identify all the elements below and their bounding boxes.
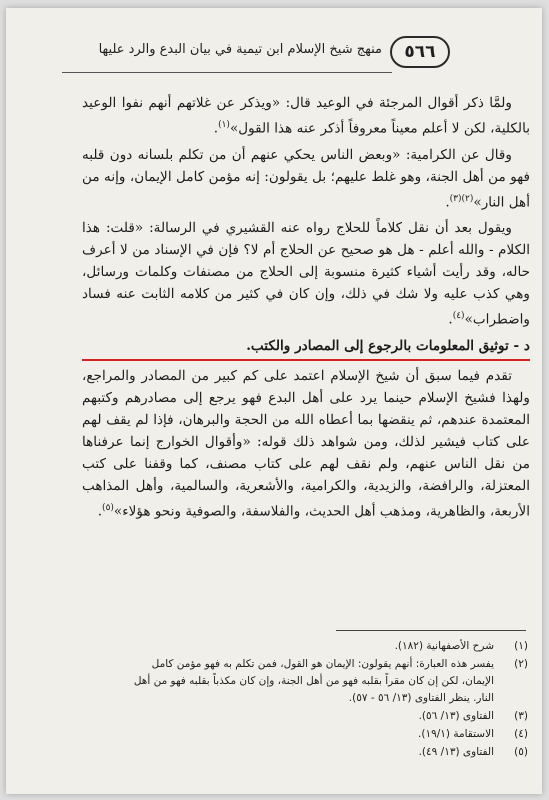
footnote-text [66,638,494,655]
footnote-divider [336,630,526,631]
footnote-text [66,744,494,761]
footnote-line: الفتاوى (١٣/ ٥٦). [418,710,494,722]
paragraph-text: تقدم فيما سبق أن شيخ الإسلام اعتمد على كم كبير من المصادر والمراجع، ولهذا فشيخ الإسلام حينما يرد على أهل البدع فهو يرجع إلى مصادرهم وكتبهم المعتمدة عندهم، ثم ينقضها بما أعطاه الله من الحجة والبرهان، فإذا لم يقف لهم على كتاب فيشير لذلك، ومن شواهد ذلك قوله: «وأقوال الخوارج إنما عرفناها من نقل الناس عنهم، ولم نقف لهم على كتاب مصنف، كما وقفنا على كتب المعتزلة، والرافضة، والزيدية، والكرامية، والأشعرية، والسالمية، وأهل المذاهب الأربعة، والظاهرية، ومذهب أهل الحديث، والفلاسفة، والصوفية ونحو هؤلاء» [82,367,530,520]
book-page [6,8,542,794]
footnote [66,638,528,655]
footnote [66,708,528,725]
footnote-line: يفسر هذه العبارة: أنهم يقولون: الإيمان هو القول، فمن تكلم به فهو مؤمن كامل [151,658,494,670]
paragraph-text: ولمَّا ذكر أقوال المرجئة في الوعيد قال: «ويذكر عن غلاتهم أنهم نفوا الوعيد بالكلية، لكن لا أعلم معيناً معروفاً أذكر عنه هذا القول» [82,95,530,137]
footnote-line: الاستقامة (١٩/١). [418,728,494,740]
paragraph: تقدم فيما سبق أن شيخ الإسلام اعتمد على كم كبير من المصادر والمراجع، ولهذا فشيخ الإسلام حينما يرد على أهل البدع فهو يرجع إلى مصادرهم وكتبهم المعتمدة عندهم، ثم ينقضها بما أعطاه الله من الحجة والبرهان، فإذا لم يقف لهم على كتاب فيشير لذلك، ومن شواهد ذلك قوله: «وأقوال الخوارج إنما عرفناها من نقل الناس عنهم، ولم نقف لهم على كتاب مصنف، كما وقفنا على كتب المعتزلة، والرافضة، والزيدية، والكرامية، والأشعرية، والسالمية، وأهل المذاهب الأربعة، والظاهرية، ومذهب أهل الحديث، والفلاسفة، والصوفية ونحو هؤلاء»$^{(٥)}$. [82,367,530,520]
paragraph-text: وقال عن الكرامية: «وبعض الناس يحكي عنهم أن من تكلم بلسانه دون قلبه فهو من أهل الجنة، وهو غلط عليهم؛ بل يقولون: إنه مؤمن كامل الإيمان، وإنه من أهل النار» [82,146,530,211]
footnote-line: شرح الأصفهانية (١٨٢). [394,640,494,652]
footnote-text [66,656,494,707]
footnotes [66,638,528,762]
page-header [6,36,542,76]
footnote-number: (٤) [514,728,528,740]
header-divider [62,72,392,73]
footnote-text [66,708,494,725]
paragraph: ويقول بعد أن نقل كلاماً للحلاج رواه عنه القشيري في الرسالة: «قلت: هذا الكلام - والله أعلم - هل هو صحيح عن الحلاج أم لا؟ فإن في الإسناد من لا أعرف حاله، وقد رأيت أشياء كثيرة منسوبة إلى الحلاج من مصنفات وكلمات ورسائل، وهي كذب عليه ولا شك في ذلك، وإن كان في كثير من كلامه الثابت عنه فساد واضطراب»$^{(٤)}$. [82,220,530,328]
footnote [66,726,528,743]
paragraph: وقال عن الكرامية: «وبعض الناس يحكي عنهم أن من تكلم بلسانه دون قلبه فهو من أهل الجنة، وهو غلط عليهم؛ بل يقولون: إنه مؤمن كامل الإيمان، وإنه من أهل النار»$^{(٢)(٣)}$. [82,146,530,211]
footnote-number: (١) [514,640,528,652]
footnote [66,656,528,707]
footnote-ref: (١) [218,120,230,130]
footnote-line: النار. ينظر الفتاوى (١٣/ ٥٦ - ٥٧). [348,692,494,704]
footnote [66,744,528,761]
footnote-number: (٥) [514,746,528,758]
footnote-number: (٢) [514,658,528,670]
page-number: ٥٦٦ [390,36,450,68]
paragraph-text: ويقول بعد أن نقل كلاماً للحلاج رواه عنه القشيري في الرسالة: «قلت: هذا الكلام - والله أعلم - هل هو صحيح عن الحلاج أم لا؟ فإن في الإسناد من لا أعرف حاله، وقد رأيت أشياء كثيرة منسوبة إلى الحلاج من مصنفات وكلمات ورسائل، وهي كذب عليه ولا شك في ذلك، وإن كان في كثير من كلامه الثابت عنه فساد واضطراب» [82,220,530,328]
page-body [82,92,530,526]
running-title: منهج شيخ الإسلام ابن تيمية في بيان البدع والرد عليها [98,42,382,57]
footnote-ref: (٢)(٣) [449,193,474,204]
paragraph: ولمَّا ذكر أقوال المرجئة في الوعيد قال: «ويذكر عن غلاتهم أنهم نفوا الوعيد بالكلية، لكن لا أعلم معيناً معروفاً أذكر عنه هذا القول»$^{(١)}$. [82,95,530,137]
footnote-line: الفتاوى (١٣/ ٤٩). [418,746,494,758]
footnote-text [66,726,494,743]
footnote-number: (٣) [514,710,528,722]
footnote-ref: (٥) [102,502,114,513]
footnote-line: الإيمان، لكن إن كان مقراً بقلبه فهو من أهل الجنة، وإن كان مكذباً بقلبه فهو من أهل [133,675,494,687]
footnote-ref: (٤) [452,311,465,322]
section-heading: د - توثيق المعلومات بالرجوع إلى المصادر والكتب. [82,335,530,361]
